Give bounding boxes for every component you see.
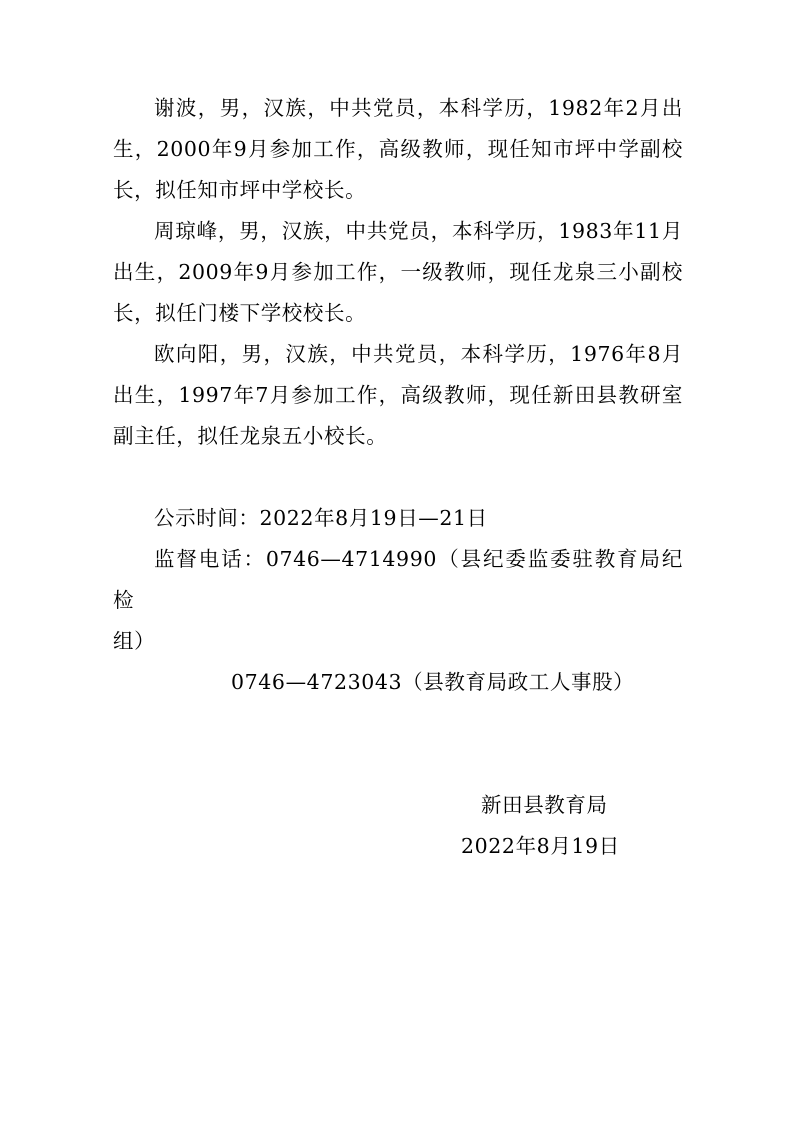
paragraph-candidate-3: 欧向阳，男，汉族，中共党员，本科学历，1976年8月出生，1997年7月参加工作，高级教师，现任新田县教研室副主任，拟任龙泉五小校长。 — [113, 342, 683, 448]
paragraph-candidate-1: 谢波，男，汉族，中共党员，本科学历，1982年2月出生，2000年9月参加工作，高级教师，现任知市坪中学副校长，拟任知市坪中学校长。 — [113, 96, 683, 202]
paragraph-candidate-2: 周琼峰，男，汉族，中共党员，本科学历，1983年11月出生，2009年9月参加工作，一级教师，现任龙泉三小副校长，拟任门楼下学校校长。 — [113, 219, 683, 325]
supervision-phone-line-2: 0746—4723043（县教育局政工人事股） — [231, 670, 635, 694]
paragraph-spacer — [113, 457, 683, 498]
signature-date: 2022年8月19日 — [461, 834, 620, 858]
supervision-phone-line-1: 监督电话：0746—4714990（县纪委监委驻教育局纪检 — [113, 547, 683, 612]
signature-organization: 新田县教育局 — [481, 793, 608, 817]
document-body — [113, 88, 683, 867]
notice-period-line: 公示时间：2022年8月19日—21日 — [154, 506, 488, 530]
supervision-phone-line-1-continuation: 组） — [113, 629, 156, 653]
signature-block — [113, 785, 683, 867]
